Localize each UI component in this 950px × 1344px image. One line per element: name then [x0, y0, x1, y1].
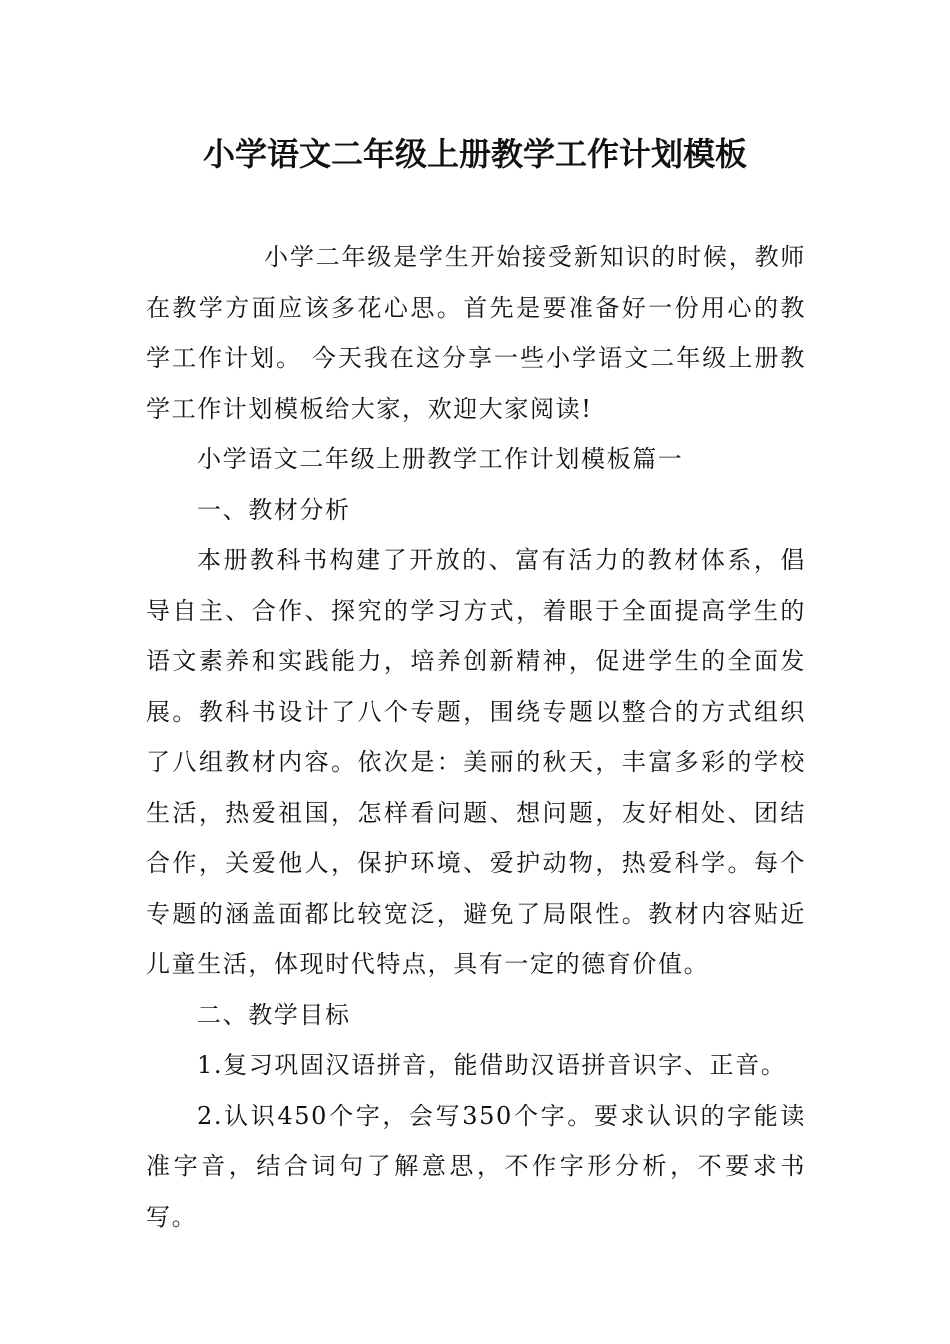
goal-item-2: 2.认识450个字，会写350个字。要求认识的字能读准字音，结合词句了解意思，不作字形分析，不要求书写。	[146, 1101, 806, 1231]
textbook-analysis-paragraph: 本册教科书构建了开放的、富有活力的教材体系，倡导自主、合作、探究的学习方式，着眼于全面提高学生的语文素养和实践能力，培养创新精神，促进学生的全面发展。教科书设计了八个专题，围绕专题以整合的方式组织了八组教材内容。依次是：美丽的秋天，丰富多彩的学校生活，热爱祖国，怎样看问题、想问题，友好相处、团结合作，关爱他人，保护环境、爱护动物，热爱科学。每个专题的涵盖面都比较宽泛，避免了局限性。教材内容贴近儿童生活，体现时代特点，具有一定的德育价值。	[146, 546, 806, 978]
intro-paragraph: 小学二年级是学生开始接受新知识的时候，教师在教学方面应该多花心思。首先是要准备好一份用心的教学工作计划。 今天我在这分享一些小学语文二年级上册教学工作计划模板给大家，欢迎大家阅读!	[146, 243, 806, 423]
section-heading-part-one: 小学语文二年级上册教学工作计划模板篇一	[197, 445, 684, 473]
document-title: 小学语文二年级上册教学工作计划模板	[202, 135, 747, 173]
document-body	[146, 232, 806, 1242]
heading-teaching-goals: 二、教学目标	[197, 1000, 351, 1029]
goal-item-1: 1.复习巩固汉语拼音，能借助汉语拼音识字、正音。	[197, 1051, 787, 1079]
heading-textbook-analysis: 一、教材分析	[197, 495, 351, 524]
